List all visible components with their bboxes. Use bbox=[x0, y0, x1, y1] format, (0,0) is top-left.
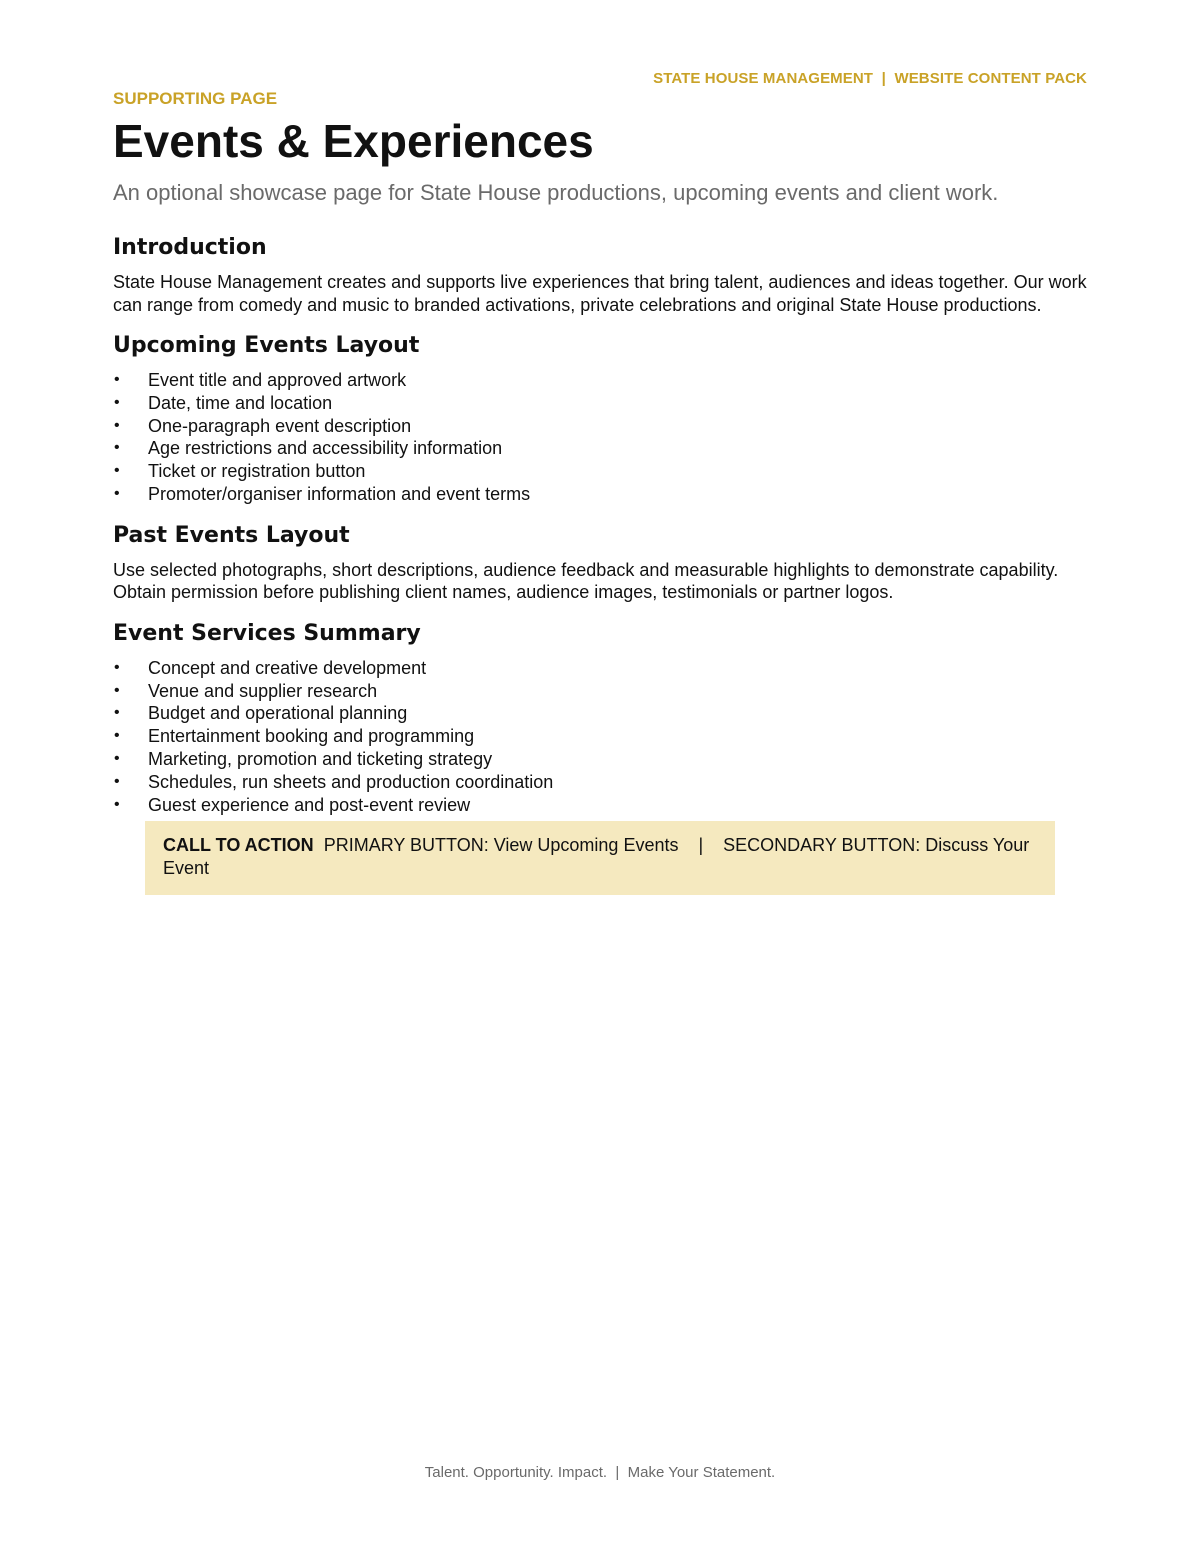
page-title: Events & Experiences bbox=[113, 115, 594, 167]
list-item bbox=[113, 748, 1088, 771]
list-item-text: Schedules, run sheets and production coordination bbox=[148, 771, 554, 792]
bullet-icon: • bbox=[114, 393, 120, 411]
call-to-action-box bbox=[145, 821, 1055, 895]
page-footer: Talent. Opportunity. Impact. | Make Your Statement. bbox=[424, 1464, 776, 1481]
bullet-icon: • bbox=[114, 658, 120, 676]
list-item-text: Age restrictions and accessibility information bbox=[148, 438, 503, 459]
page-subtitle: An optional showcase page for State House productions, upcoming events and client work. bbox=[113, 180, 999, 205]
list-item bbox=[113, 771, 1088, 794]
bullet-icon: • bbox=[114, 462, 120, 480]
list-item-text: Marketing, promotion and ticketing strategy bbox=[148, 748, 493, 769]
call-to-action-text: PRIMARY BUTTON: View Upcoming Events | SECONDARY BUTTON: Discuss Your Event bbox=[163, 835, 1035, 879]
list-item-text: Concept and creative development bbox=[148, 657, 427, 678]
bullet-icon: • bbox=[114, 749, 120, 767]
list-item-text: Promoter/organiser information and event terms bbox=[148, 483, 531, 504]
introduction-text: State House Management creates and supports live experiences that bring talent, audiences and ideas together. Our work can range from comedy and music to branded activations, private celebrations and original State House productions. bbox=[113, 272, 1087, 315]
bullet-icon: • bbox=[114, 704, 120, 722]
bullet-icon: • bbox=[114, 795, 120, 813]
list-item-text: Budget and operational planning bbox=[148, 703, 408, 724]
running-header: STATE HOUSE MANAGEMENT | WEBSITE CONTENT PACK bbox=[653, 70, 1087, 87]
list-item-text: Ticket or registration button bbox=[148, 461, 366, 482]
list-item bbox=[113, 657, 1088, 680]
bullet-icon: • bbox=[114, 371, 120, 388]
bullet-icon: • bbox=[114, 772, 120, 790]
list-item-text: Entertainment booking and programming bbox=[148, 726, 475, 747]
list-item bbox=[113, 794, 1088, 817]
list-item-text: Guest experience and post-event review bbox=[148, 794, 471, 815]
event-services-heading: Event Services Summary bbox=[113, 620, 421, 646]
list-item bbox=[113, 483, 1088, 506]
list-item bbox=[113, 369, 1088, 392]
list-item-text: Date, time and location bbox=[148, 392, 333, 413]
bullet-icon: • bbox=[114, 484, 120, 502]
introduction-heading: Introduction bbox=[113, 235, 267, 260]
page-content bbox=[113, 89, 1088, 895]
bullet-icon: • bbox=[114, 439, 120, 457]
list-item bbox=[113, 460, 1088, 483]
bullet-icon: • bbox=[114, 416, 120, 434]
list-item bbox=[113, 415, 1088, 438]
upcoming-events-list bbox=[113, 369, 1088, 506]
list-item bbox=[113, 680, 1088, 703]
list-item bbox=[113, 725, 1088, 748]
list-item-text: Venue and supplier research bbox=[148, 680, 378, 701]
past-events-text: Use selected photographs, short descriptions, audience feedback and measurable highlights to demonstrate capability. Obtain permission before publishing client names, audience images, testimonials or partner logos. bbox=[113, 559, 1059, 603]
page-kicker: SUPPORTING PAGE bbox=[113, 89, 278, 108]
list-item bbox=[113, 437, 1088, 460]
past-events-heading: Past Events Layout bbox=[113, 522, 350, 548]
list-item-text: Event title and approved artwork bbox=[148, 370, 407, 390]
upcoming-events-heading: Upcoming Events Layout bbox=[113, 333, 420, 358]
bullet-icon: • bbox=[114, 727, 120, 745]
list-item bbox=[113, 702, 1088, 725]
bullet-icon: • bbox=[114, 681, 120, 699]
list-item-text: One-paragraph event description bbox=[148, 415, 412, 436]
event-services-list bbox=[113, 657, 1088, 817]
call-to-action-label: CALL TO ACTION bbox=[163, 835, 314, 856]
list-item bbox=[113, 392, 1088, 415]
